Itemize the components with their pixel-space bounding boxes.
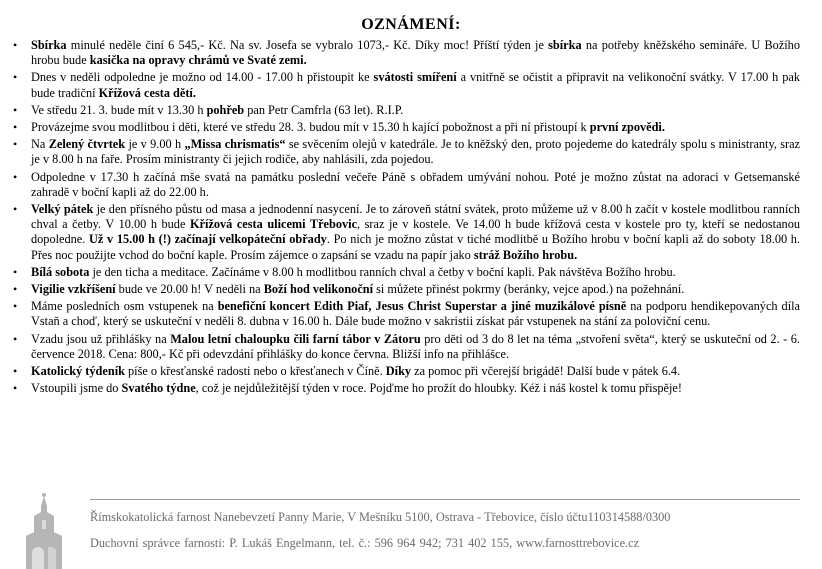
bullet-icon: •: [13, 137, 18, 152]
emphasis-text: Velký pátek: [31, 202, 94, 217]
bullet-icon: •: [13, 282, 18, 297]
body-text: minulé neděle činí 6 545,- Kč. Na sv. Josefa se vybralo 1073,- Kč. Díky moc! Příští týden je: [66, 38, 549, 52]
body-text: Provázejme svou modlitbou i děti, které ve středu 28. 3. budou mít v 15.30 h kající pobožnost a při ní přistoupí k: [31, 120, 590, 135]
emphasis-text: Zelený čtvrtek: [48, 137, 126, 152]
emphasis-text: Vigilie vzkříšení: [31, 282, 116, 297]
body-text: . Po nich je možno zůstat v tiché modlitbě u Božího hrobu v boční kapli až do soboty 18.00 h. Přes noc použijte vchod do boční kaple. Prosím zájemce o zapsání se vzadu na papír jako: [31, 232, 801, 262]
body-text: na podporu hendikepovaných díla Vstaň a choď, který se uskuteční v neděli 8. dubna v 16.00 h. Dále bude možno v sakristii získat pár vstupenek na stání za poloviční cenu.: [31, 299, 800, 329]
announcement-item: [13, 282, 800, 297]
emphasis-text: Sbírka: [31, 38, 67, 52]
bullet-icon: •: [13, 102, 18, 117]
body-text: za pomoc při včerejší brigádě! Další bude v pátek 6.4.: [411, 364, 681, 379]
body-text: Ve středu 21. 3. bude mít v 13.30 h: [31, 102, 207, 117]
emphasis-text: první zpovědi.: [589, 120, 665, 135]
emphasis-text: svátosti smíření: [373, 70, 457, 85]
announcement-list: [13, 38, 800, 398]
body-text: bude ve 20.00 h! V neděli na: [115, 282, 264, 297]
emphasis-text: Díky: [385, 364, 412, 379]
emphasis-text: kasička na opravy chrámů ve Svaté zemi.: [89, 53, 307, 68]
bullet-icon: •: [13, 299, 18, 314]
body-text: na potřeby kněžského semináře. U Božího hrobu bude: [31, 38, 800, 68]
emphasis-text: Už v 15.00 h (!) začínají velkopáteční obřady: [88, 232, 327, 247]
announcement-item: [13, 332, 800, 362]
announcement-item: [13, 299, 800, 329]
emphasis-text: Bílá sobota: [31, 264, 90, 279]
body-text: pro děti od 3 do 8 let na téma „stvoření světa“, který se uskuteční od 2. - 6. července 2018. Cena: 800,- Kč při odevzdání přihlášky do konce června. Bližší info na přihlášce.: [31, 331, 801, 361]
body-text: Máme posledních osm vstupenek na: [31, 299, 218, 314]
body-text: je v 9.00 h: [125, 137, 185, 152]
bullet-icon: •: [13, 70, 18, 85]
announcement-item: [13, 381, 800, 396]
body-text: píše o křesťanské radosti nebo o křesťanech v Číně.: [124, 364, 386, 379]
emphasis-text: Boží hod velikonoční: [263, 282, 374, 297]
footer-contact: Duchovní správce farnosti: P. Lukáš Engelmann, tel. č.: 596 964 942; 731 402 155, www.farnosttrebovice.cz: [90, 536, 640, 550]
page-title: OZNÁMENÍ:: [361, 16, 461, 33]
bullet-icon: •: [13, 264, 18, 279]
body-text: je den přísného půstu od masa a jednodenní nasycení. Je to zároveň státní svátek, proto můžeme už v 8.00 h začít v kostele modlitbou ranních chval a četby. V 10.00 h bude: [31, 202, 800, 232]
body-text: Vzadu jsou už přihlášky na: [31, 331, 171, 346]
body-text: , což je nejdůležitější týden v roce. Pojďme ho prožít do hloubky. Kéž i náš kostel k tomu přispěje!: [195, 381, 682, 396]
emphasis-text: Křížová cesta dětí.: [98, 85, 196, 100]
emphasis-text: pohřeb: [206, 102, 245, 117]
body-text: se svěcením olejů v katedrále. Je to kněžský den, proto pojedeme do katedrály spolu s ministranty, sraz je v 8.00 h na faře. Prosím ministranty či jejich rodiče, aby nahlásili, zda pojedou.: [31, 137, 801, 167]
bullet-icon: •: [13, 169, 18, 184]
bullet-icon: •: [13, 38, 18, 52]
footer-divider: [90, 499, 800, 500]
body-text: a vnitřně se očistit a připravit na velikonoční svátky. V 17.00 h pak bude tradiční: [31, 70, 800, 100]
body-text: si můžete přinést pokrmy (beránky, vejce apod.) na požehnání.: [373, 282, 685, 297]
bullet-icon: •: [13, 331, 18, 346]
body-text: pan Petr Camfrla (63 let). R.I.P.: [244, 102, 404, 117]
announcement-item: [13, 120, 800, 135]
announcement-item: [13, 364, 800, 379]
emphasis-text: Křížová cesta ulicemi Třebovic: [189, 217, 358, 232]
announcement-item: [13, 170, 800, 200]
emphasis-text: Svatého týdne: [121, 381, 196, 396]
body-text: Na: [31, 137, 49, 152]
emphasis-text: Malou letní chaloupku čili farní tábor v Zátoru: [170, 331, 421, 346]
announcement-item: [13, 265, 800, 280]
body-text: Odpoledne v 17.30 h začíná mše svatá na památku poslední večeře Páně s obřadem umývání nohou. Poté je možno zůstat na adoraci v Getsemanské zahradě v boční kapli až do 22.00 h.: [31, 169, 800, 199]
body-text: , sraz je v kostele. Ve 14.00 h bude křížová cesta v kostele pro ty, kteří se nedostanou dopoledne.: [31, 217, 800, 247]
body-text: Dnes v neděli odpoledne je možno od 14.00 - 17.00 h přistoupit ke: [31, 70, 374, 85]
emphasis-text: benefiční koncert Edith Piaf, Jesus Christ Superstar a jiné muzikálové písně: [217, 299, 627, 314]
emphasis-text: „Missa chrismatis“: [184, 137, 286, 152]
bullet-icon: •: [13, 381, 18, 396]
bullet-icon: •: [13, 202, 18, 217]
announcement-item: [13, 137, 800, 167]
bullet-icon: •: [13, 120, 18, 135]
emphasis-text: sbírka: [548, 38, 582, 52]
announcement-item: [13, 38, 800, 68]
announcement-item: [13, 103, 800, 118]
church-logo-icon: [4, 492, 84, 569]
emphasis-text: Katolický týdeník: [31, 364, 125, 379]
announcement-item: [13, 70, 800, 100]
bullet-icon: •: [13, 364, 18, 379]
announcement-item: [13, 202, 800, 263]
body-text: je den ticha a meditace. Začínáme v 8.00 h modlitbou ranních chval a četby v boční kapli. Pak návštěva Božího hrobu.: [89, 264, 676, 279]
emphasis-text: stráž Božího hrobu.: [473, 247, 578, 262]
body-text: Vstoupili jsme do: [31, 381, 122, 396]
footer-address: Římskokatolická farnost Nanebevzetí Panny Marie, V Mešníku 5100, Ostrava - Třebovice, číslo účtu110314588/0300: [90, 510, 671, 524]
